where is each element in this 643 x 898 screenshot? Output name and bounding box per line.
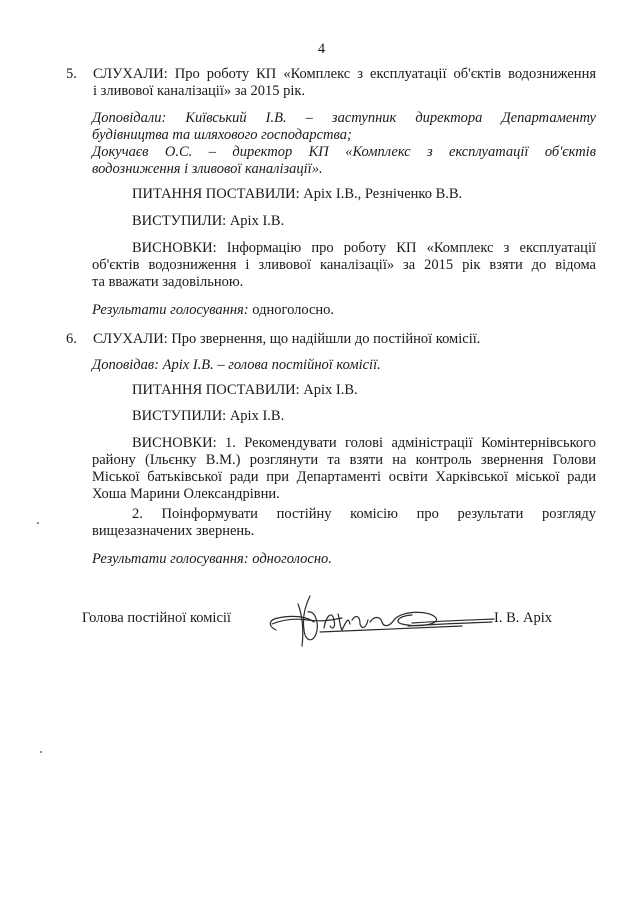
item-5-conclusions-rest (92, 257, 596, 291)
item-6-conclusions-rest (92, 452, 596, 503)
item-6-conclusions-line1: ВИСНОВКИ: 1. Рекомендувати голові адміністрації Комінтернівського (132, 435, 596, 451)
item-6-heard (66, 331, 596, 348)
item-5-conclusions-line2: об'єктів водозниження і зливової каналізації» за 2015 рік взяти до відома (92, 257, 596, 273)
item-5-conclusions-line1: ВИСНОВКИ: Інформацію про роботу КП «Комплекс з експлуатації (132, 240, 596, 256)
item-5-heard (66, 66, 596, 100)
item-5-vote-label: Результати голосування: (92, 302, 249, 318)
item-5-heard-text-2: і зливової каналізації» за 2015 рік. (93, 83, 306, 99)
item-6-conclusions-line2: району (Ільєнку В.М.) розглянути та взяти на контроль звернення Голови (92, 452, 596, 468)
handwritten-signature (262, 590, 497, 650)
item-5-number: 5. (66, 66, 77, 82)
item-5-speakers-line4: водозниження і зливової каналізації». (92, 161, 323, 177)
item-6-heard-text: Про звернення, що надійшли до постійної комісії. (171, 331, 481, 347)
item-5-heard-label: СЛУХАЛИ: (93, 66, 168, 82)
item-5-vote (92, 302, 596, 319)
item-6-conclusions-line4: Хоша Марини Олександрівни. (92, 486, 280, 502)
item-5-questions: ПИТАННЯ ПОСТАВИЛИ: Аріх І.В., Резніченко В.В. (132, 186, 463, 202)
item-6-speaker: Доповідав: Аріх І.В. – голова постійної комісії. (92, 357, 381, 373)
item-5-speakers-line1: Доповідали: Київський І.В. – заступник директора Департаменту (92, 110, 596, 126)
item-6-heard-label: СЛУХАЛИ: (93, 331, 168, 347)
item-5-conclusions-line3: та вважати задовільною. (92, 274, 244, 290)
item-5-speakers-line3: Докучаєв О.С. – директор КП «Комплекс з експлуатації об'єктів (92, 144, 596, 160)
page-number: 4 (317, 41, 326, 57)
item-6-conclusions2-line1: 2. Поінформувати постійну комісію про результати розгляду (132, 506, 596, 522)
item-5-spoke: ВИСТУПИЛИ: Аріх І.В. (132, 213, 285, 229)
item-5-speakers-line2: будівництва та шляхового господарства; (92, 127, 352, 143)
scan-speck (40, 751, 42, 753)
item-6-conclusions-line3: Міської батьківської ради при Департаменті освіти Харківської міської ради (92, 469, 596, 485)
item-6-vote-result: одноголосно. (252, 551, 332, 567)
item-6-vote (92, 551, 596, 568)
item-5-heard-line1 (93, 66, 596, 83)
item-6-conclusions2-line2: вищезазначених звернень. (92, 523, 255, 539)
signature-title: Голова постійної комісії (82, 610, 231, 626)
item-5-vote-result: одноголосно. (252, 302, 335, 318)
item-5-speakers (92, 110, 596, 178)
item-6-vote-label: Результати голосування: (92, 551, 249, 567)
item-6-spoke: ВИСТУПИЛИ: Аріх І.В. (132, 408, 285, 424)
signature-name: І. В. Аріх (494, 610, 552, 626)
item-5-heard-text-1: Про роботу КП «Комплекс з експлуатації об'єктів водозниження (174, 66, 596, 82)
item-6-questions: ПИТАННЯ ПОСТАВИЛИ: Аріх І.В. (132, 382, 358, 398)
scan-speck (37, 522, 39, 524)
item-6-number: 6. (66, 331, 77, 347)
